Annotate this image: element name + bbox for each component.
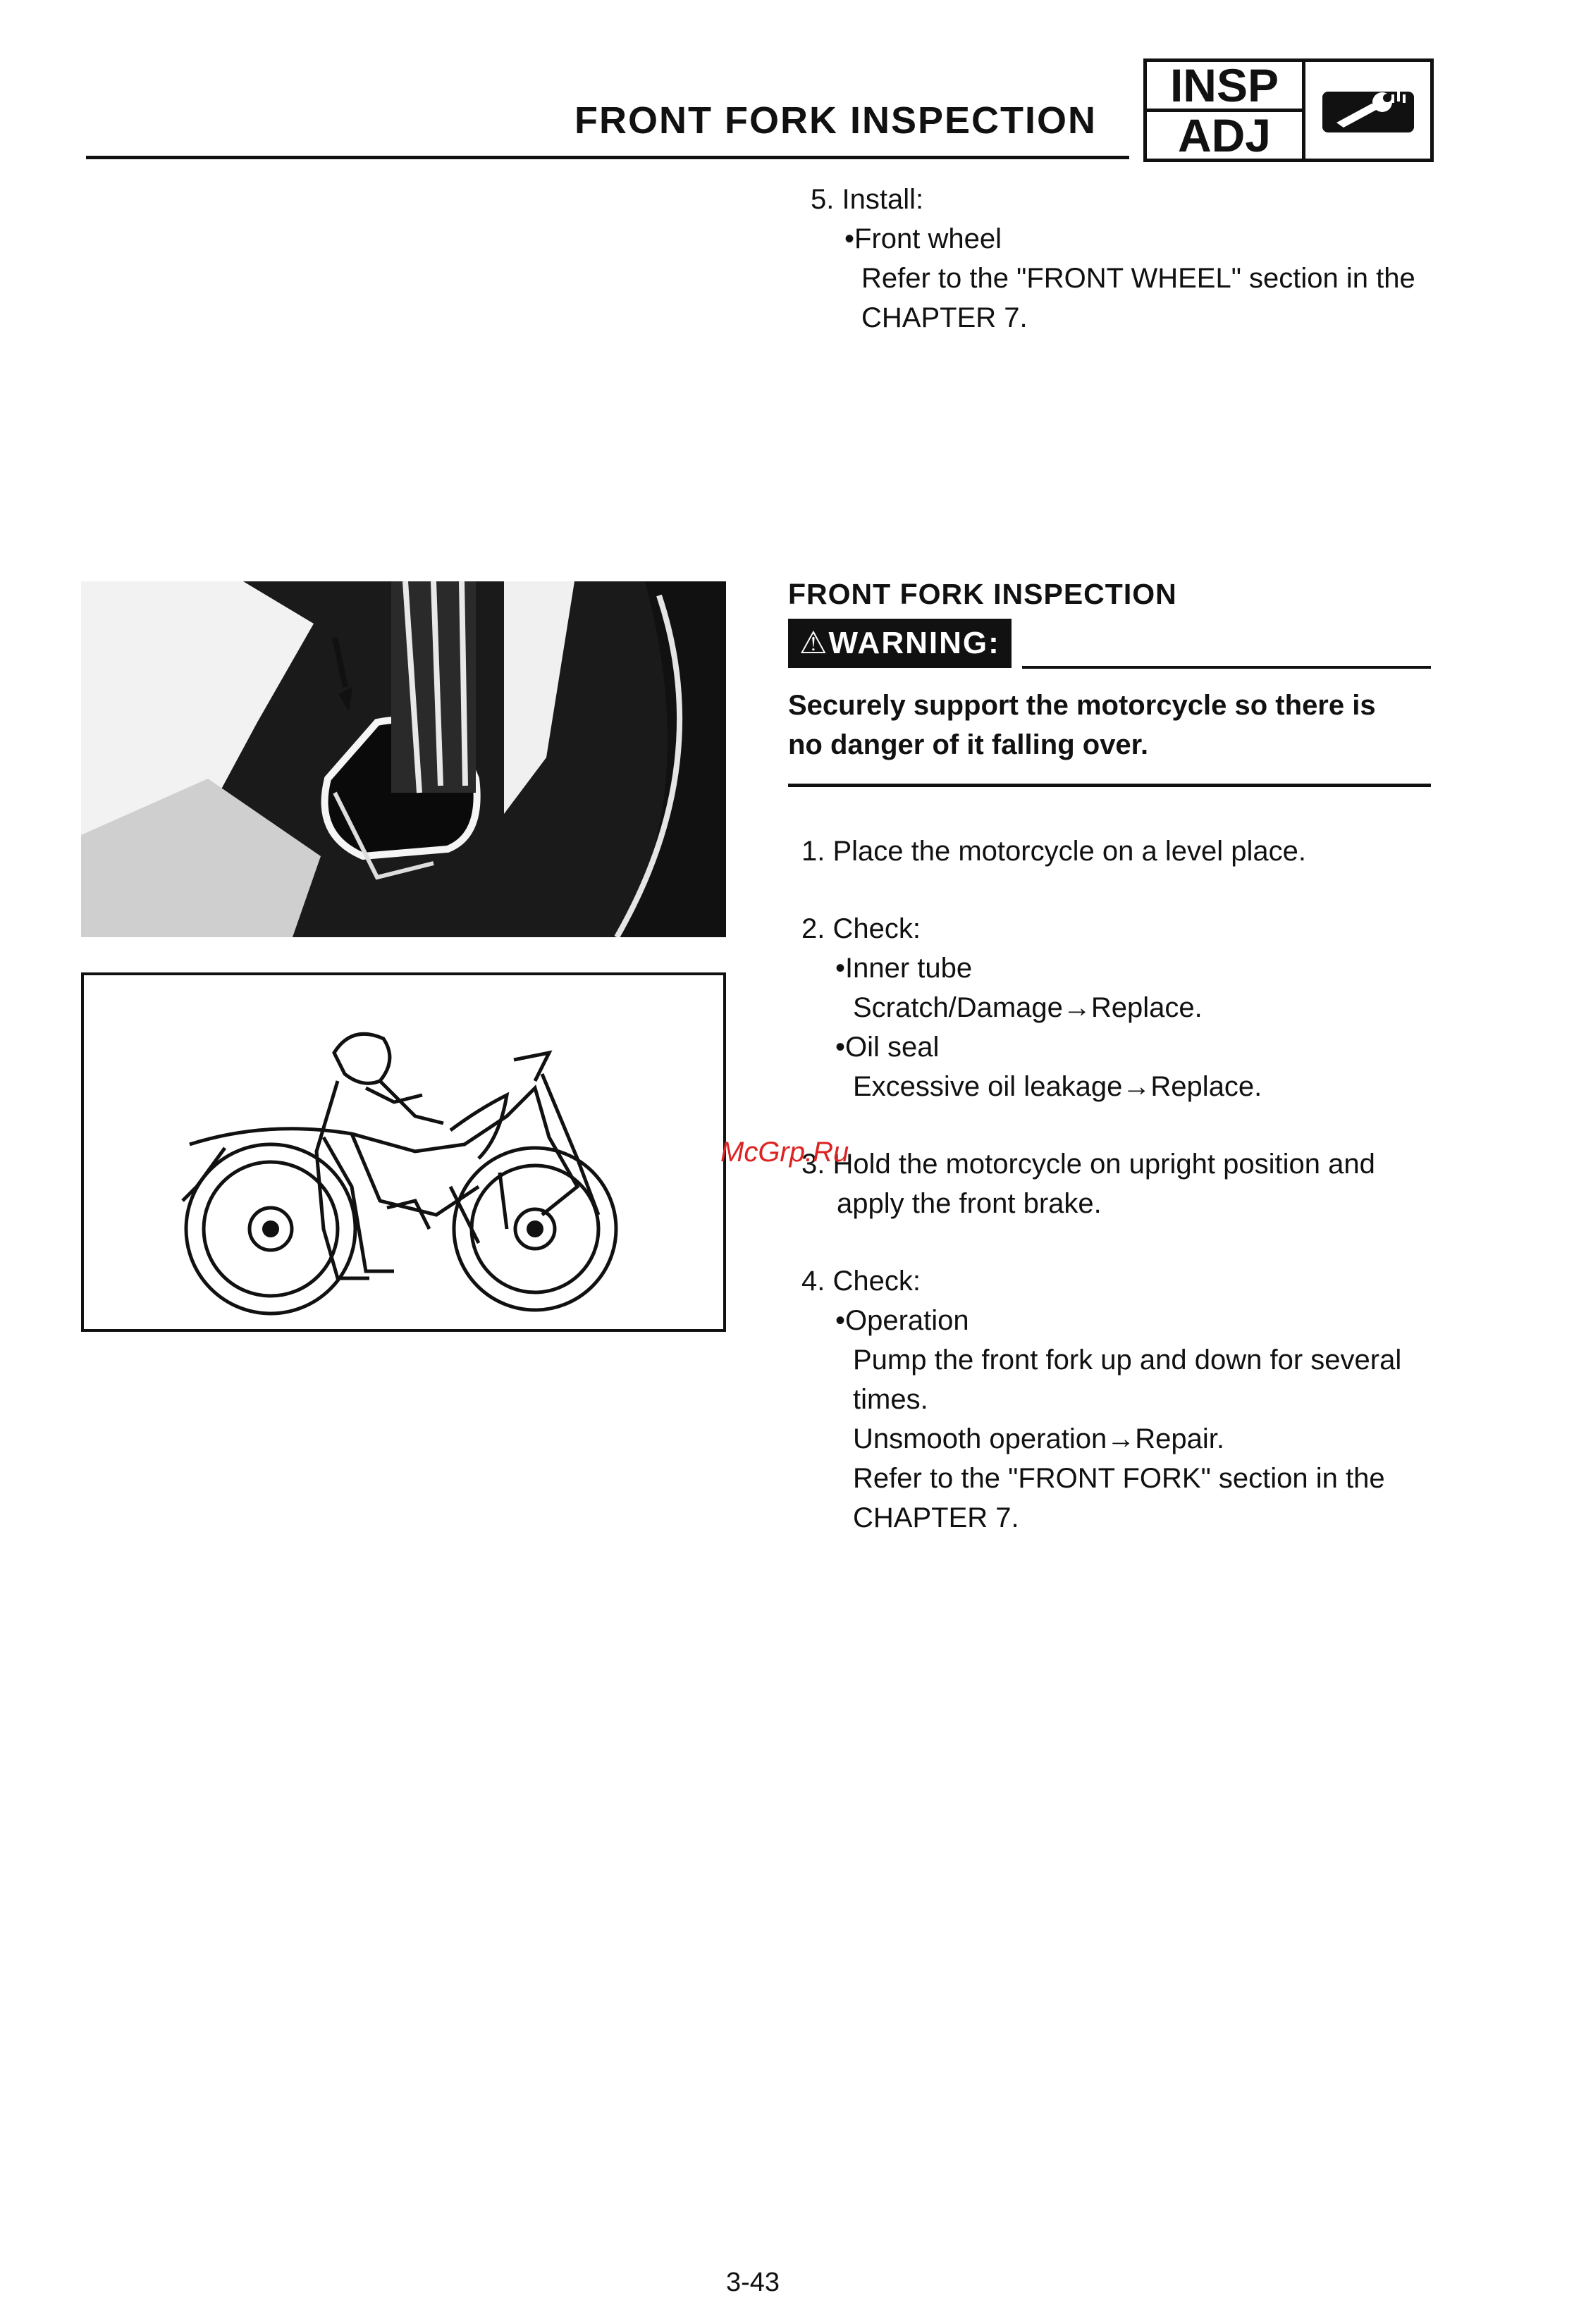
fork-photo xyxy=(81,581,726,937)
watermark: McGrp.Ru xyxy=(720,1137,849,1168)
step-1: 1. Place the motorcycle on a level place. xyxy=(801,836,1306,867)
badge-adj: ADJ xyxy=(1177,109,1272,161)
step-4: 4. Check: xyxy=(801,1266,921,1297)
warning-line-1: Securely support the motorcycle so there is xyxy=(788,690,1376,721)
badge-insp: INSP xyxy=(1147,62,1302,112)
step-5-ref-line-1: Refer to the "FRONT WHEEL" section in the xyxy=(861,263,1415,294)
step-4-line-5: CHAPTER 7. xyxy=(853,1502,1019,1533)
warning-bottom-rule xyxy=(788,784,1431,787)
page-number: 3-43 xyxy=(726,2268,780,2297)
step-3-line-2: apply the front brake. xyxy=(837,1188,1102,1219)
page-title: FRONT FORK INSPECTION xyxy=(574,99,1097,142)
step-4-line-4: Refer to the "FRONT FORK" section in the xyxy=(853,1463,1385,1494)
wrench-icon xyxy=(1305,62,1430,159)
step-2-item-2-detail: Excessive oil leakage→Replace. xyxy=(853,1071,1262,1102)
step-5-label: 5. Install: xyxy=(811,184,924,215)
step-4-line-1: Pump the front fork up and down for several xyxy=(853,1345,1402,1376)
warning-label: ⚠WARNING: xyxy=(788,619,1012,668)
section-badge xyxy=(1143,58,1434,162)
step-4-item: •Operation xyxy=(835,1305,969,1336)
step-3-line-1: 3. Hold the motorcycle on upright position and xyxy=(801,1149,1375,1180)
badge-text-column xyxy=(1147,59,1305,161)
step-2-item-2: •Oil seal xyxy=(835,1032,940,1063)
step-2-item-1-detail: Scratch/Damage→Replace. xyxy=(853,992,1203,1023)
motorcycle-illustration xyxy=(81,972,726,1332)
step-4-line-3: Unsmooth operation→Repair. xyxy=(853,1423,1224,1454)
header-rule xyxy=(86,156,1129,159)
step-5-ref-line-2: CHAPTER 7. xyxy=(861,302,1028,333)
step-2-item-1: •Inner tube xyxy=(835,953,973,984)
step-2: 2. Check: xyxy=(801,913,921,944)
warning-line-2: no danger of it falling over. xyxy=(788,729,1149,760)
step-4-line-2: times. xyxy=(853,1384,928,1415)
section-title: FRONT FORK INSPECTION xyxy=(788,578,1177,610)
step-5-item: •Front wheel xyxy=(844,223,1002,254)
warning-rule xyxy=(1022,666,1431,669)
